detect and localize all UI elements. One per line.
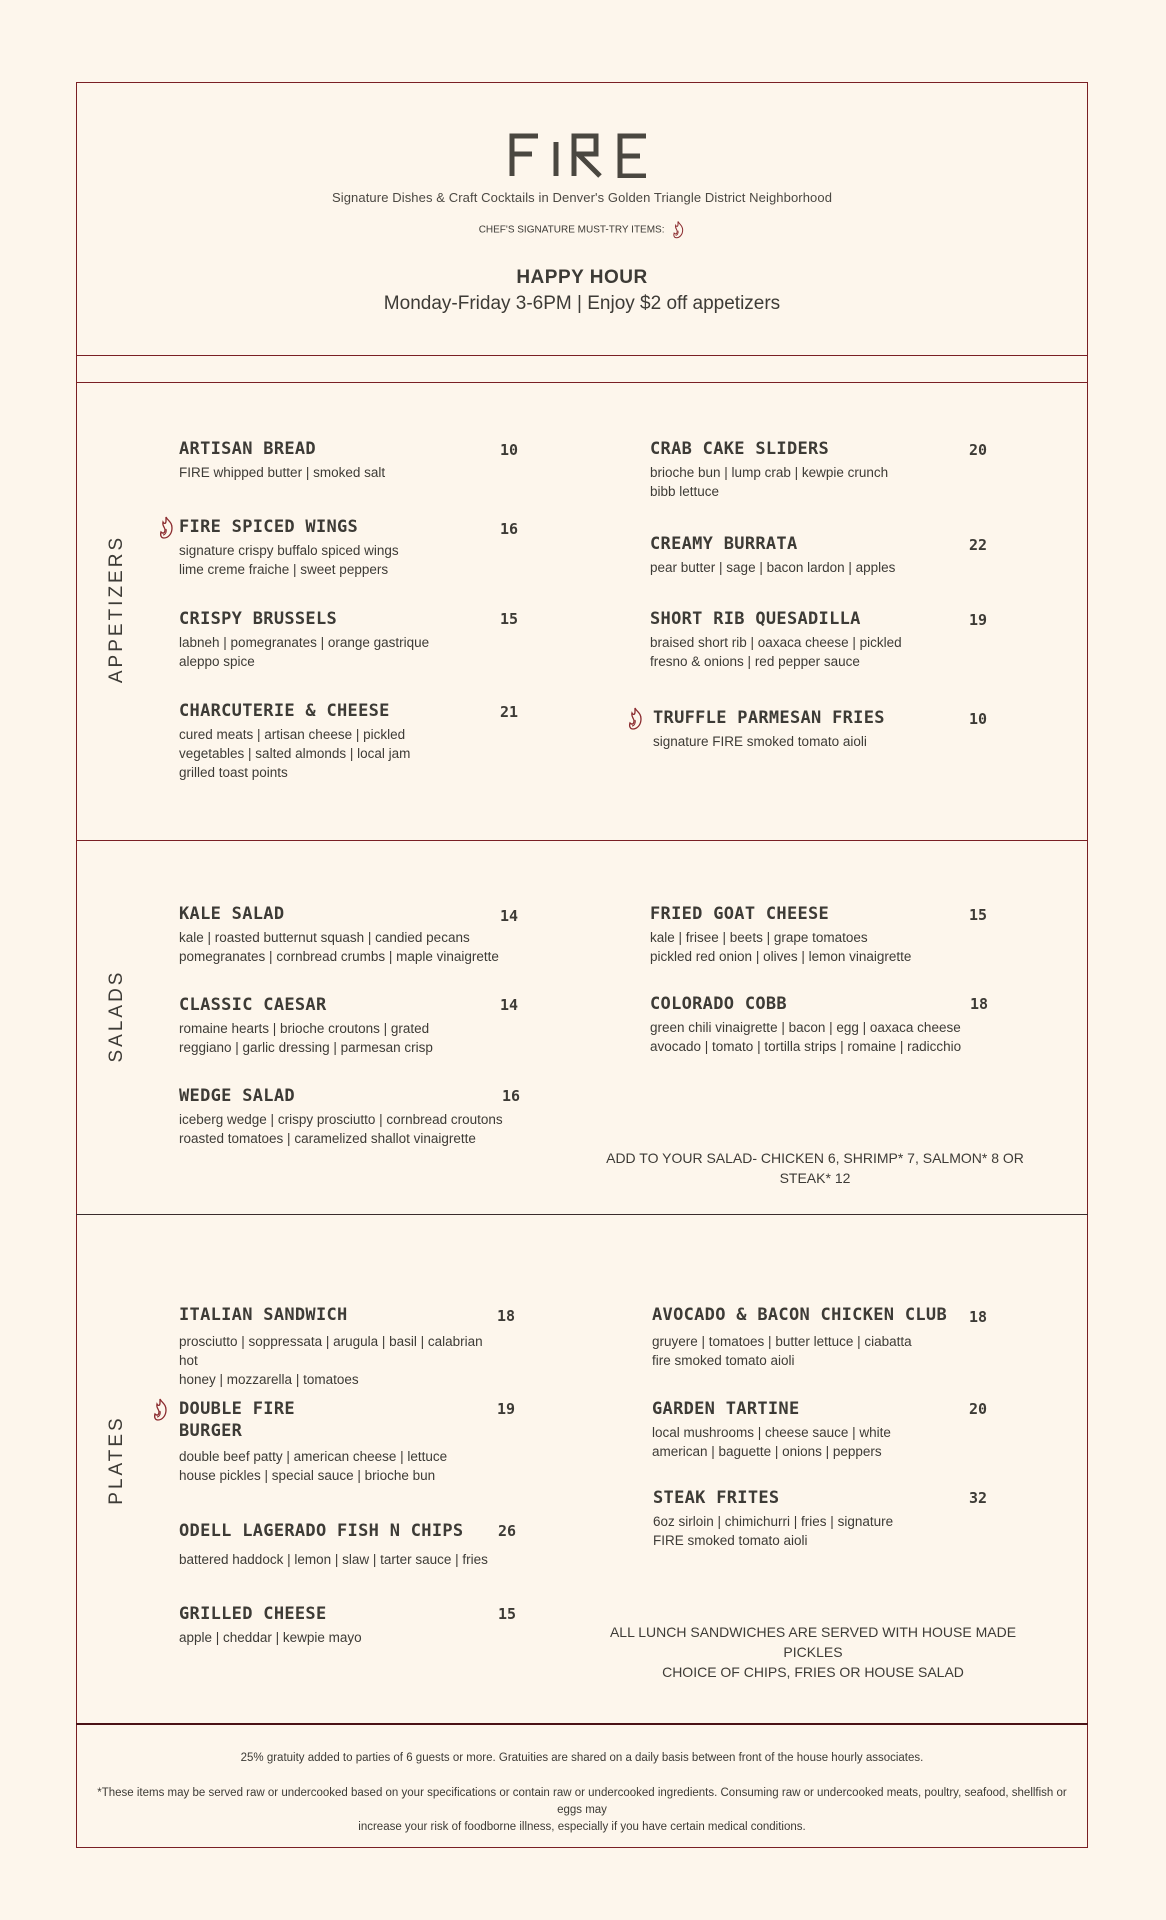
item-name: SHORT RIB QUESADILLA xyxy=(650,609,861,629)
item-description: iceberg wedge | crispy prosciutto | cornbread croutons roasted tomatoes | caramelized shallot vinaigrette xyxy=(179,1112,503,1146)
item-description: kale | roasted butternut squash | candied pecans pomegranates | cornbread crumbs | maple vinaigrette xyxy=(179,930,499,964)
section-label-salads: SALADS xyxy=(106,969,127,1063)
menu-item xyxy=(179,1520,499,1569)
menu-item xyxy=(179,903,499,966)
item-description: pear butter | sage | bacon lardon | apples xyxy=(650,560,896,575)
section-label-appetizers: APPETIZERS xyxy=(106,534,127,684)
menu-item xyxy=(179,1085,509,1148)
menu-item xyxy=(653,707,953,751)
tagline: Signature Dishes & Craft Cocktails in Denver's Golden Triangle District Neighborhood xyxy=(331,190,833,205)
menu-item xyxy=(179,1603,499,1647)
item-price: 18 xyxy=(497,1307,516,1325)
fire-logo xyxy=(508,132,652,178)
menu-item xyxy=(179,438,489,482)
must-try-label: CHEF'S SIGNATURE MUST-TRY ITEMS: xyxy=(478,224,665,236)
food-safety-disclaimer: *These items may be served raw or undercooked based on your specifications or contain raw or undercooked ingredients. Consuming raw or undercooked meats, poultry, seafood, shellfish or eggs may increase your risk of foodborne illness, especially if you have certain medical conditions. xyxy=(97,1787,1067,1833)
menu-item xyxy=(179,516,489,579)
item-name: CLASSIC CAESAR xyxy=(179,995,327,1015)
item-name: CRAB CAKE SLIDERS xyxy=(650,439,830,459)
item-description: double beef patty | american cheese | lettuce house pickles | special sauce | brioche bun xyxy=(179,1449,448,1483)
item-description: green chili vinaigrette | bacon | egg | oaxaca cheese avocado | tomato | tortilla strips | romaine | radicchio xyxy=(650,1020,962,1054)
divider xyxy=(76,382,1088,383)
item-description: labneh | pomegranates | orange gastrique aleppo spice xyxy=(179,635,430,669)
item-price: 18 xyxy=(969,1308,988,1326)
item-price: 14 xyxy=(500,996,519,1014)
item-name: TRUFFLE PARMESAN FRIES xyxy=(653,708,885,728)
menu-item xyxy=(650,993,980,1056)
item-description: cured meats | artisan cheese | pickled vegetables | salted almonds | local jam grilled toast points xyxy=(179,727,411,780)
gratuity-note: 25% gratuity added to parties of 6 guests or more. Gratuities are shared on a daily basis between front of the house hourly associates. xyxy=(240,1752,924,1764)
item-price: 32 xyxy=(969,1489,988,1507)
chili-icon xyxy=(626,707,644,731)
divider xyxy=(76,355,1088,356)
item-price: 22 xyxy=(969,536,988,554)
section-label-plates: PLATES xyxy=(106,1415,127,1505)
item-name: CREAMY BURRATA xyxy=(650,534,798,554)
menu-item xyxy=(179,608,489,671)
menu-item xyxy=(650,533,950,577)
item-name: FRIED GOAT CHEESE xyxy=(650,904,830,924)
item-name: AVOCADO & BACON CHICKEN CLUB xyxy=(652,1305,947,1325)
item-price: 15 xyxy=(969,906,988,924)
item-price: 14 xyxy=(500,907,519,925)
item-price: 16 xyxy=(502,1087,521,1105)
happy-hour-details: Monday-Friday 3-6PM | Enjoy $2 off appetizers xyxy=(383,293,781,314)
item-name: WEDGE SALAD xyxy=(179,1086,295,1106)
item-description: romaine hearts | brioche croutons | grated reggiano | garlic dressing | parmesan crisp xyxy=(179,1021,433,1055)
menu-item xyxy=(650,903,970,966)
item-price: 21 xyxy=(500,703,519,721)
divider xyxy=(76,1214,1088,1215)
item-description: 6oz sirloin | chimichurri | fries | signature FIRE smoked tomato aioli xyxy=(653,1514,894,1548)
item-name: STEAK FRITES xyxy=(653,1488,780,1508)
item-name-line2: BURGER xyxy=(179,1421,243,1441)
menu-item xyxy=(179,1304,499,1389)
item-description: braised short rib | oaxaca cheese | pickled fresno & onions | red pepper sauce xyxy=(650,635,902,669)
item-price: 19 xyxy=(497,1400,516,1418)
item-name: ODELL LAGERADO FISH N CHIPS xyxy=(179,1521,464,1541)
item-name: ITALIAN SANDWICH xyxy=(179,1305,348,1325)
item-description: battered haddock | lemon | slaw | tarter sauce | fries xyxy=(179,1552,488,1567)
chili-icon xyxy=(151,1398,169,1422)
item-description: brioche bun | lump crab | kewpie crunch bibb lettuce xyxy=(650,465,889,499)
menu-item xyxy=(652,1398,972,1461)
menu-item xyxy=(179,1398,499,1485)
item-description: gruyere | tomatoes | butter lettuce | ciabatta fire smoked tomato aioli xyxy=(652,1334,912,1368)
item-description: kale | frisee | beets | grape tomatoes pickled red onion | olives | lemon vinaigrette xyxy=(650,930,912,964)
item-name: FIRE SPICED WINGS xyxy=(179,517,359,537)
item-price: 20 xyxy=(969,1400,988,1418)
chili-icon xyxy=(671,219,685,241)
menu-item xyxy=(179,700,489,782)
item-description: local mushrooms | cheese sauce | white american | baguette | onions | peppers xyxy=(652,1425,891,1459)
item-name: GRILLED CHEESE xyxy=(179,1604,327,1624)
item-price: 18 xyxy=(970,995,989,1013)
item-price: 10 xyxy=(969,710,988,728)
menu-item xyxy=(653,1487,973,1550)
item-description: FIRE whipped butter | smoked salt xyxy=(179,465,386,480)
item-name: CRISPY BRUSSELS xyxy=(179,609,338,629)
item-price: 15 xyxy=(498,1605,517,1623)
item-description: signature crispy buffalo spiced wings lime creme fraiche | sweet peppers xyxy=(179,543,399,577)
salad-add-on-note: ADD TO YOUR SALAD- CHICKEN 6, SHRIMP* 7, SALMON* 8 OR STEAK* 12 xyxy=(606,1150,1024,1186)
menu-item xyxy=(179,994,499,1057)
menu-item xyxy=(650,438,950,501)
chili-icon xyxy=(157,516,175,540)
happy-hour-title: HAPPY HOUR xyxy=(516,267,648,288)
item-price: 26 xyxy=(498,1522,517,1540)
divider xyxy=(76,1723,1088,1725)
item-name: GARDEN TARTINE xyxy=(652,1399,800,1419)
item-name: COLORADO COBB xyxy=(650,994,787,1014)
item-name: DOUBLE FIRE xyxy=(179,1399,295,1419)
item-price: 16 xyxy=(500,520,519,538)
item-price: 10 xyxy=(500,441,519,459)
menu-item xyxy=(650,608,950,671)
item-price: 15 xyxy=(500,610,519,628)
must-try-line xyxy=(76,219,1088,241)
item-price: 19 xyxy=(969,611,988,629)
divider xyxy=(76,840,1088,841)
item-name: ARTISAN BREAD xyxy=(179,439,316,459)
item-description: signature FIRE smoked tomato aioli xyxy=(653,734,867,749)
item-name: KALE SALAD xyxy=(179,904,285,924)
item-description: apple | cheddar | kewpie mayo xyxy=(179,1630,362,1645)
item-description: prosciutto | soppressata | arugula | basil | calabrian hot honey | mozzarella | tomatoes xyxy=(179,1334,483,1387)
item-price: 20 xyxy=(969,441,988,459)
sandwich-note: ALL LUNCH SANDWICHES ARE SERVED WITH HOUSE MADE PICKLES CHOICE OF CHIPS, FRIES OR HOUSE SALAD xyxy=(609,1624,1017,1680)
menu-item xyxy=(652,1304,972,1370)
item-name: CHARCUTERIE & CHEESE xyxy=(179,701,390,721)
